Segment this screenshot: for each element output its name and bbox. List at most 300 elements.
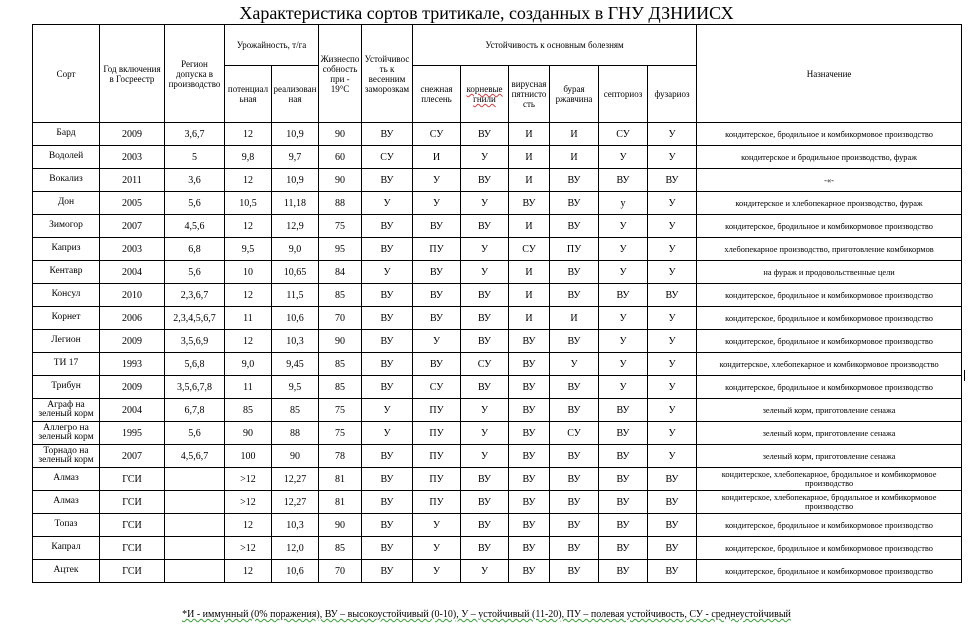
cell-yield-realized: 10,3 <box>272 330 319 353</box>
cell-region: 5,6,8 <box>165 353 225 376</box>
cell-viral-spots: И <box>509 307 550 330</box>
cell-region <box>165 468 225 491</box>
cell-viability: 85 <box>319 537 362 560</box>
cell-septoria: ВУ <box>599 514 648 537</box>
cell-purpose: кондитерское, бродильное и комбикормовое производство <box>697 376 962 399</box>
col-header-yield-realized: реализованная <box>272 66 319 123</box>
cell-region: 3,6 <box>165 169 225 192</box>
cell-yield-potential: 9,8 <box>225 146 272 169</box>
cell-brown-rust: У <box>550 353 599 376</box>
cell-root-rot: У <box>461 238 509 261</box>
cell-purpose: зеленый корм, приготовление сенажа <box>697 445 962 468</box>
header-row-top <box>33 25 962 66</box>
cell-brown-rust: ВУ <box>550 560 599 583</box>
cell-yield-potential: 12 <box>225 284 272 307</box>
cell-fusarium: ВУ <box>648 560 697 583</box>
cell-snow-mold: ПУ <box>413 422 461 445</box>
cell-viral-spots: И <box>509 284 550 307</box>
table-row <box>33 123 962 146</box>
cell-frost-resistance: У <box>362 422 413 445</box>
cell-brown-rust: ПУ <box>550 238 599 261</box>
cell-purpose: кондитерское, бродильное и комбикормовое производство <box>697 560 962 583</box>
cell-fusarium: У <box>648 399 697 422</box>
cell-yield-potential: >12 <box>225 537 272 560</box>
cell-yield-realized: 10,6 <box>272 560 319 583</box>
cell-purpose: кондитерское, хлебопекарное и комбикормовое производство <box>697 353 962 376</box>
cell-yield-realized: 11,5 <box>272 284 319 307</box>
cell-variety: Торнадо на зеленый корм <box>33 445 100 468</box>
cell-root-rot: ВУ <box>461 215 509 238</box>
cell-frost-resistance: У <box>362 399 413 422</box>
cell-variety: Каприз <box>33 238 100 261</box>
cell-year: ГСИ <box>100 468 165 491</box>
cell-viral-spots: ВУ <box>509 514 550 537</box>
cell-yield-realized: 10,3 <box>272 514 319 537</box>
cell-snow-mold: ВУ <box>413 261 461 284</box>
cell-purpose: кондитерское и хлебопекарное производство, фураж <box>697 192 962 215</box>
cell-frost-resistance: ВУ <box>362 537 413 560</box>
cell-region <box>165 560 225 583</box>
cell-brown-rust: ВУ <box>550 261 599 284</box>
cell-snow-mold: ВУ <box>413 284 461 307</box>
cell-year: 1993 <box>100 353 165 376</box>
cell-brown-rust: ВУ <box>550 514 599 537</box>
cell-frost-resistance: ВУ <box>362 491 413 514</box>
cell-yield-realized: 10,65 <box>272 261 319 284</box>
cell-region: 4,5,6 <box>165 215 225 238</box>
table-row <box>33 169 962 192</box>
cell-variety: Корнет <box>33 307 100 330</box>
cell-purpose: кондитерское, хлебопекарное, бродильное и комбикормовое производство <box>697 468 962 491</box>
cell-region: 4,5,6,7 <box>165 445 225 468</box>
cell-year: ГСИ <box>100 537 165 560</box>
cell-variety: Алмаз <box>33 468 100 491</box>
cell-frost-resistance: ВУ <box>362 284 413 307</box>
cell-frost-resistance: ВУ <box>362 376 413 399</box>
cell-brown-rust: ВУ <box>550 169 599 192</box>
page-title: Характеристика сортов тритикале, созданных в ГНУ ДЗНИИСХ <box>239 3 734 23</box>
cell-frost-resistance: ВУ <box>362 468 413 491</box>
cell-year: 2009 <box>100 123 165 146</box>
cell-root-rot: У <box>461 422 509 445</box>
cell-yield-realized: 88 <box>272 422 319 445</box>
cell-year: 2011 <box>100 169 165 192</box>
cell-brown-rust: ВУ <box>550 537 599 560</box>
cell-snow-mold: ВУ <box>413 215 461 238</box>
cell-fusarium: У <box>648 123 697 146</box>
cell-year: 2009 <box>100 376 165 399</box>
table-header <box>33 25 962 123</box>
cell-brown-rust: ВУ <box>550 284 599 307</box>
cell-variety: Аллегро на зеленый корм <box>33 422 100 445</box>
cell-septoria: ВУ <box>599 169 648 192</box>
cell-fusarium: У <box>648 238 697 261</box>
cell-viability: 75 <box>319 399 362 422</box>
cell-region: 5 <box>165 146 225 169</box>
cell-fusarium: У <box>648 215 697 238</box>
cell-yield-realized: 12,27 <box>272 468 319 491</box>
cell-brown-rust: ВУ <box>550 445 599 468</box>
cell-frost-resistance: ВУ <box>362 307 413 330</box>
cell-purpose: кондитерское, бродильное и комбикормовое производство <box>697 514 962 537</box>
cell-yield-potential: 100 <box>225 445 272 468</box>
cell-viability: 81 <box>319 491 362 514</box>
cell-purpose: зеленый корм, приготовление сенажа <box>697 399 962 422</box>
cell-septoria: у <box>599 192 648 215</box>
cell-septoria: ВУ <box>599 468 648 491</box>
cell-region: 6,7,8 <box>165 399 225 422</box>
table-row <box>33 514 962 537</box>
cell-yield-potential: 90 <box>225 422 272 445</box>
cell-yield-realized: 9,45 <box>272 353 319 376</box>
cell-purpose: -«- <box>697 169 962 192</box>
cell-viability: 81 <box>319 468 362 491</box>
cell-viral-spots: ВУ <box>509 330 550 353</box>
cell-snow-mold: СУ <box>413 376 461 399</box>
cell-root-rot: ВУ <box>461 307 509 330</box>
cell-root-rot: ВУ <box>461 169 509 192</box>
cell-yield-potential: 12 <box>225 514 272 537</box>
cell-yield-potential: >12 <box>225 491 272 514</box>
table-row <box>33 238 962 261</box>
cell-variety: Трибун <box>33 376 100 399</box>
cell-septoria: У <box>599 307 648 330</box>
cell-variety: Алмаз <box>33 491 100 514</box>
cell-year: 2005 <box>100 192 165 215</box>
cell-viral-spots: И <box>509 169 550 192</box>
cell-viral-spots: ВУ <box>509 192 550 215</box>
table-row <box>33 399 962 422</box>
cell-septoria: СУ <box>599 123 648 146</box>
cell-yield-potential: 12 <box>225 560 272 583</box>
cell-root-rot: У <box>461 261 509 284</box>
cell-septoria: У <box>599 215 648 238</box>
cell-region <box>165 514 225 537</box>
cell-year: ГСИ <box>100 514 165 537</box>
table-row <box>33 422 962 445</box>
cell-septoria: У <box>599 376 648 399</box>
cell-variety: Водолей <box>33 146 100 169</box>
footnote: *И - иммунный (0% поражения), ВУ – высокоустойчивый (0-10), У – устойчивый (11-20), ПУ – полевая устойчивость, СУ - среднеустойчивый <box>182 609 791 620</box>
cell-frost-resistance: ВУ <box>362 215 413 238</box>
cell-variety: Ацтек <box>33 560 100 583</box>
cell-frost-resistance: ВУ <box>362 330 413 353</box>
col-header-variety: Сорт <box>33 25 100 123</box>
cell-region: 5,6 <box>165 192 225 215</box>
table-row <box>33 284 962 307</box>
cell-septoria: У <box>599 146 648 169</box>
cell-viability: 90 <box>319 330 362 353</box>
cell-yield-potential: 9,5 <box>225 238 272 261</box>
cell-yield-realized: 10,6 <box>272 307 319 330</box>
cell-variety: Бард <box>33 123 100 146</box>
cell-brown-rust: ВУ <box>550 376 599 399</box>
cell-year: 2003 <box>100 146 165 169</box>
cell-brown-rust: ВУ <box>550 192 599 215</box>
cell-yield-potential: 10 <box>225 261 272 284</box>
cell-viral-spots: ВУ <box>509 491 550 514</box>
cell-septoria: У <box>599 261 648 284</box>
cell-variety: Топаз <box>33 514 100 537</box>
cell-fusarium: У <box>648 376 697 399</box>
cell-viral-spots: ВУ <box>509 422 550 445</box>
table-row <box>33 491 962 514</box>
cell-purpose: зеленый корм, приготовление сенажа <box>697 422 962 445</box>
cell-viral-spots: ВУ <box>509 537 550 560</box>
table-row <box>33 376 962 399</box>
cell-root-rot: ВУ <box>461 537 509 560</box>
cell-yield-potential: >12 <box>225 468 272 491</box>
cell-region: 3,6,7 <box>165 123 225 146</box>
cell-yield-realized: 10,9 <box>272 123 319 146</box>
cell-fusarium: У <box>648 422 697 445</box>
cell-yield-realized: 9,7 <box>272 146 319 169</box>
cell-snow-mold: ПУ <box>413 238 461 261</box>
cell-viability: 90 <box>319 123 362 146</box>
cell-septoria: ВУ <box>599 537 648 560</box>
cell-yield-potential: 12 <box>225 215 272 238</box>
cell-yield-potential: 9,0 <box>225 353 272 376</box>
cell-brown-rust: И <box>550 146 599 169</box>
cell-snow-mold: ПУ <box>413 491 461 514</box>
cell-septoria: ВУ <box>599 422 648 445</box>
cell-snow-mold: У <box>413 192 461 215</box>
cell-year: 2007 <box>100 445 165 468</box>
cell-viability: 75 <box>319 422 362 445</box>
cell-viability: 85 <box>319 353 362 376</box>
cell-purpose: кондитерское, бродильное и комбикормовое производство <box>697 284 962 307</box>
cell-yield-realized: 85 <box>272 399 319 422</box>
cell-yield-potential: 11 <box>225 307 272 330</box>
cell-fusarium: ВУ <box>648 514 697 537</box>
cell-root-rot: ВУ <box>461 330 509 353</box>
cell-root-rot: ВУ <box>461 491 509 514</box>
cell-snow-mold: СУ <box>413 123 461 146</box>
cell-purpose: хлебопекарное производство, приготовление комбикормов <box>697 238 962 261</box>
cell-region <box>165 491 225 514</box>
cell-yield-potential: 12 <box>225 330 272 353</box>
cell-region: 3,5,6,7,8 <box>165 376 225 399</box>
cell-yield-realized: 9,5 <box>272 376 319 399</box>
cell-brown-rust: И <box>550 307 599 330</box>
cell-viability: 70 <box>319 560 362 583</box>
cell-year: 2009 <box>100 330 165 353</box>
cell-frost-resistance: ВУ <box>362 353 413 376</box>
cell-snow-mold: У <box>413 514 461 537</box>
cell-purpose: кондитерское, хлебопекарное, бродильное и комбикормовое производство <box>697 491 962 514</box>
cell-viral-spots: И <box>509 215 550 238</box>
cell-purpose: кондитерское, бродильное и комбикормовое производство <box>697 537 962 560</box>
cell-frost-resistance: ВУ <box>362 123 413 146</box>
cell-viability: 85 <box>319 376 362 399</box>
col-header-year: Год включения в Госреестр <box>100 25 165 123</box>
cell-viral-spots: И <box>509 146 550 169</box>
cell-purpose: кондитерское, бродильное и комбикормовое производство <box>697 215 962 238</box>
cell-region: 2,3,6,7 <box>165 284 225 307</box>
cell-yield-realized: 90 <box>272 445 319 468</box>
cell-year: 2004 <box>100 399 165 422</box>
col-header-yield-potential: потенциальная <box>225 66 272 123</box>
cell-brown-rust: ВУ <box>550 215 599 238</box>
cell-region: 5,6 <box>165 261 225 284</box>
cell-brown-rust: ВУ <box>550 399 599 422</box>
cell-purpose: кондитерское, бродильное и комбикормовое производство <box>697 307 962 330</box>
cell-region: 2,3,4,5,6,7 <box>165 307 225 330</box>
cell-septoria: ВУ <box>599 560 648 583</box>
cell-frost-resistance: У <box>362 192 413 215</box>
cell-viability: 78 <box>319 445 362 468</box>
cell-snow-mold: И <box>413 146 461 169</box>
cell-year: ГСИ <box>100 491 165 514</box>
table-row <box>33 353 962 376</box>
table-row <box>33 307 962 330</box>
cell-purpose: кондитерское, бродильное и комбикормовое производство <box>697 330 962 353</box>
cell-viral-spots: И <box>509 261 550 284</box>
cell-viability: 90 <box>319 514 362 537</box>
table-row <box>33 537 962 560</box>
cell-viral-spots: СУ <box>509 238 550 261</box>
cell-viability: 90 <box>319 169 362 192</box>
cell-snow-mold: У <box>413 560 461 583</box>
cell-variety: ТИ 17 <box>33 353 100 376</box>
cell-year: ГСИ <box>100 560 165 583</box>
cell-fusarium: У <box>648 261 697 284</box>
cell-viability: 60 <box>319 146 362 169</box>
cell-root-rot: У <box>461 399 509 422</box>
cell-year: 2006 <box>100 307 165 330</box>
cell-fusarium: У <box>648 192 697 215</box>
cell-frost-resistance: СУ <box>362 146 413 169</box>
table-body <box>33 123 962 583</box>
cell-snow-mold: ПУ <box>413 468 461 491</box>
cell-yield-potential: 11 <box>225 376 272 399</box>
cell-viral-spots: ВУ <box>509 560 550 583</box>
col-header-purpose: Назначение <box>697 25 962 123</box>
cell-year: 2003 <box>100 238 165 261</box>
cell-fusarium: У <box>648 307 697 330</box>
cell-fusarium: У <box>648 330 697 353</box>
cell-snow-mold: ПУ <box>413 399 461 422</box>
cell-brown-rust: ВУ <box>550 468 599 491</box>
table-row <box>33 445 962 468</box>
cell-viral-spots: И <box>509 123 550 146</box>
col-header-brown-rust: бурая ржавчина <box>550 66 599 123</box>
cell-snow-mold: У <box>413 537 461 560</box>
cell-year: 2007 <box>100 215 165 238</box>
cell-fusarium: У <box>648 353 697 376</box>
cell-septoria: У <box>599 353 648 376</box>
col-header-viral-spots: вирусная пятнистость <box>509 66 550 123</box>
cell-yield-realized: 12,9 <box>272 215 319 238</box>
cell-snow-mold: У <box>413 169 461 192</box>
col-header-disease-group: Устойчивость к основным болезням <box>413 25 697 66</box>
cell-septoria: ВУ <box>599 284 648 307</box>
table-row <box>33 215 962 238</box>
cell-septoria: ВУ <box>599 399 648 422</box>
cell-viral-spots: ВУ <box>509 376 550 399</box>
col-header-snow-mold: снежная плесень <box>413 66 461 123</box>
col-header-region: Регион допуска в производство <box>165 25 225 123</box>
cell-root-rot: У <box>461 445 509 468</box>
cell-root-rot: У <box>461 146 509 169</box>
table-row <box>33 468 962 491</box>
cell-yield-realized: 12,0 <box>272 537 319 560</box>
cell-variety: Кентавр <box>33 261 100 284</box>
cell-region: 5,6 <box>165 422 225 445</box>
table-row <box>33 261 962 284</box>
cell-variety: Капрал <box>33 537 100 560</box>
cell-viability: 84 <box>319 261 362 284</box>
table-container <box>32 24 961 583</box>
cell-viability: 95 <box>319 238 362 261</box>
cell-frost-resistance: ВУ <box>362 445 413 468</box>
cell-root-rot: У <box>461 560 509 583</box>
cell-viability: 75 <box>319 215 362 238</box>
cell-viral-spots: ВУ <box>509 353 550 376</box>
cell-root-rot: ВУ <box>461 123 509 146</box>
cell-yield-potential: 12 <box>225 123 272 146</box>
cell-region: 6,8 <box>165 238 225 261</box>
cell-region <box>165 537 225 560</box>
cell-yield-potential: 12 <box>225 169 272 192</box>
cell-yield-potential: 10,5 <box>225 192 272 215</box>
cell-yield-realized: 12,27 <box>272 491 319 514</box>
cell-yield-realized: 11,18 <box>272 192 319 215</box>
cell-fusarium: У <box>648 146 697 169</box>
cell-yield-potential: 85 <box>225 399 272 422</box>
cell-frost-resistance: У <box>362 261 413 284</box>
table-row <box>33 330 962 353</box>
cell-brown-rust: И <box>550 123 599 146</box>
cell-fusarium: У <box>648 445 697 468</box>
cell-fusarium: ВУ <box>648 491 697 514</box>
cell-root-rot: У <box>461 192 509 215</box>
table-row <box>33 560 962 583</box>
table-row <box>33 146 962 169</box>
cell-snow-mold: ВУ <box>413 307 461 330</box>
cell-root-rot: СУ <box>461 353 509 376</box>
cell-variety: Легион <box>33 330 100 353</box>
cell-septoria: У <box>599 238 648 261</box>
cell-variety: Аграф на зеленый корм <box>33 399 100 422</box>
cell-frost-resistance: ВУ <box>362 238 413 261</box>
col-header-frost-resistance: Устойчивость к весенним заморозкам <box>362 25 413 123</box>
cell-root-rot: ВУ <box>461 514 509 537</box>
cell-variety: Зимогор <box>33 215 100 238</box>
cell-fusarium: ВУ <box>648 537 697 560</box>
cell-snow-mold: У <box>413 330 461 353</box>
cell-root-rot: ВУ <box>461 376 509 399</box>
cell-variety: Консул <box>33 284 100 307</box>
triticale-varieties-table <box>32 24 962 583</box>
col-header-yield-group: Урожайность, т/га <box>225 25 319 66</box>
cell-viral-spots: ВУ <box>509 399 550 422</box>
cell-septoria: ВУ <box>599 445 648 468</box>
cell-frost-resistance: ВУ <box>362 169 413 192</box>
cell-variety: Вокализ <box>33 169 100 192</box>
cell-fusarium: ВУ <box>648 169 697 192</box>
cell-purpose: кондитерское, бродильное и комбикормовое производство <box>697 123 962 146</box>
cell-viability: 85 <box>319 284 362 307</box>
table-row <box>33 192 962 215</box>
cell-frost-resistance: ВУ <box>362 514 413 537</box>
col-header-fusarium: фузариоз <box>648 66 697 123</box>
cell-purpose: на фураж и продовольственные цели <box>697 261 962 284</box>
cell-yield-realized: 10,9 <box>272 169 319 192</box>
cell-root-rot: ВУ <box>461 468 509 491</box>
cell-viral-spots: ВУ <box>509 468 550 491</box>
cell-snow-mold: ВУ <box>413 353 461 376</box>
